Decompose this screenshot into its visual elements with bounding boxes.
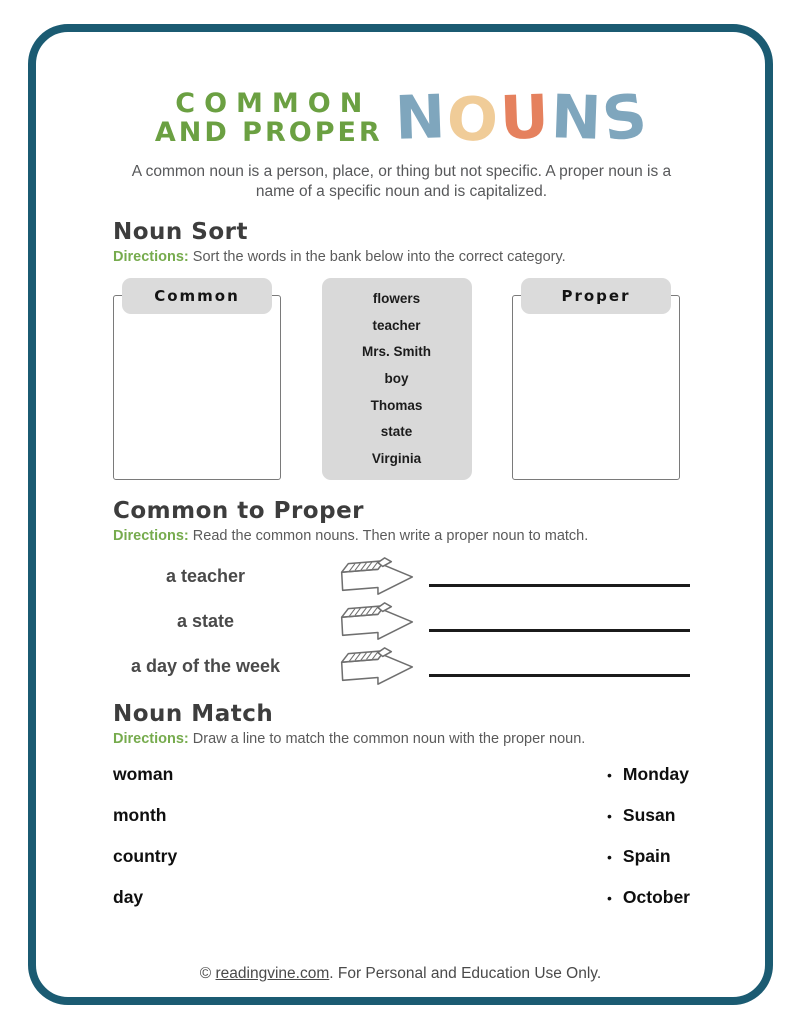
- proper-noun-item: [607, 764, 690, 786]
- section-heading-common-to-proper: Common to Proper: [113, 497, 365, 524]
- noun-match-area: [113, 764, 690, 928]
- worksheet-description: A common noun is a person, place, or thing but not specific. A proper noun is a name of a specific noun and is capitalized.: [131, 163, 672, 201]
- common-dropzone: [113, 278, 281, 480]
- section-heading-noun-sort: Noun Sort: [113, 218, 249, 245]
- word-bank: [322, 278, 472, 480]
- word-bank-item: boy: [384, 370, 409, 386]
- directions-label: Directions:: [113, 730, 189, 747]
- common-to-proper-row: [113, 599, 690, 644]
- title-line-and-proper: AND PROPER: [154, 117, 383, 148]
- word-bank-item: flowers: [372, 290, 421, 306]
- proper-noun-label: Spain: [622, 845, 671, 866]
- proper-noun-label: Monday: [622, 763, 690, 784]
- title-line-common: COMMON: [175, 87, 372, 119]
- bullet-dot-icon: •: [606, 807, 612, 824]
- bullet-dot-icon: •: [606, 848, 612, 865]
- proper-noun-item: [607, 887, 690, 909]
- sketched-arrow-right-icon: [335, 600, 419, 642]
- write-line: [429, 629, 690, 632]
- copyright-suffix: . For Personal and Education Use Only.: [329, 965, 602, 982]
- common-noun-item: country: [113, 845, 178, 866]
- common-noun-prompt: a teacher: [165, 565, 246, 586]
- sketched-arrow-right-icon: [335, 555, 419, 597]
- directions-text: Draw a line to match the common noun with the proper noun.: [192, 730, 586, 747]
- common-noun-item: day: [113, 886, 144, 907]
- directions-label: Directions:: [113, 248, 189, 265]
- common-to-proper-rows: [113, 554, 690, 689]
- readingvine-link[interactable]: readingvine.com: [215, 965, 330, 982]
- proper-noun-item: [607, 805, 690, 827]
- proper-label-tab: Proper: [521, 278, 671, 314]
- directions-text: Read the common nouns. Then write a proper noun to match.: [192, 527, 589, 544]
- directions-text: Sort the words in the bank below into the correct category.: [192, 248, 566, 265]
- noun-match-directions: [113, 731, 690, 747]
- bullet-dot-icon: •: [606, 766, 612, 783]
- directions-label: Directions:: [113, 527, 189, 544]
- noun-sort-area: [113, 278, 680, 480]
- noun-sort-directions: [113, 249, 690, 265]
- write-line: [429, 584, 690, 587]
- common-noun-prompt: a day of the week: [130, 655, 281, 676]
- word-bank-item: Mrs. Smith: [361, 344, 431, 360]
- proper-noun-label: October: [622, 886, 690, 907]
- section-heading-noun-match: Noun Match: [113, 700, 274, 727]
- proper-dropzone: [512, 278, 680, 480]
- title-letter: N: [549, 82, 605, 154]
- proper-noun-label: Susan: [622, 804, 676, 825]
- worksheet-title: [113, 80, 690, 157]
- common-label-tab: Common: [122, 278, 272, 314]
- common-noun-prompt: a state: [176, 610, 235, 631]
- common-to-proper-directions: [113, 528, 690, 544]
- common-noun-column: [113, 764, 177, 928]
- title-letter: N: [393, 82, 449, 154]
- title-letter: S: [598, 80, 653, 156]
- sketched-arrow-right-icon: [335, 645, 419, 687]
- proper-noun-column: [607, 764, 690, 928]
- common-to-proper-row: [113, 554, 690, 599]
- title-letter: O: [445, 83, 502, 157]
- worksheet-content: [36, 32, 765, 997]
- common-answer-box: [113, 295, 281, 480]
- word-bank-item: Thomas: [370, 397, 423, 413]
- title-letter: U: [498, 82, 552, 154]
- common-to-proper-row: [113, 644, 690, 689]
- title-common-and-proper: [155, 89, 383, 147]
- word-bank-item: state: [380, 424, 413, 440]
- proper-noun-item: [607, 846, 690, 868]
- worksheet-border-frame: [28, 24, 773, 1005]
- write-line: [429, 674, 690, 677]
- title-word-nouns: [393, 80, 653, 157]
- copyright-prefix: ©: [199, 965, 216, 982]
- proper-answer-box: [512, 295, 680, 480]
- word-bank-item: teacher: [372, 317, 421, 333]
- bullet-dot-icon: •: [606, 889, 612, 906]
- common-noun-item: month: [113, 804, 167, 825]
- footer-copyright: [36, 965, 765, 983]
- common-noun-item: woman: [113, 763, 174, 784]
- word-bank-item: Virginia: [371, 450, 422, 466]
